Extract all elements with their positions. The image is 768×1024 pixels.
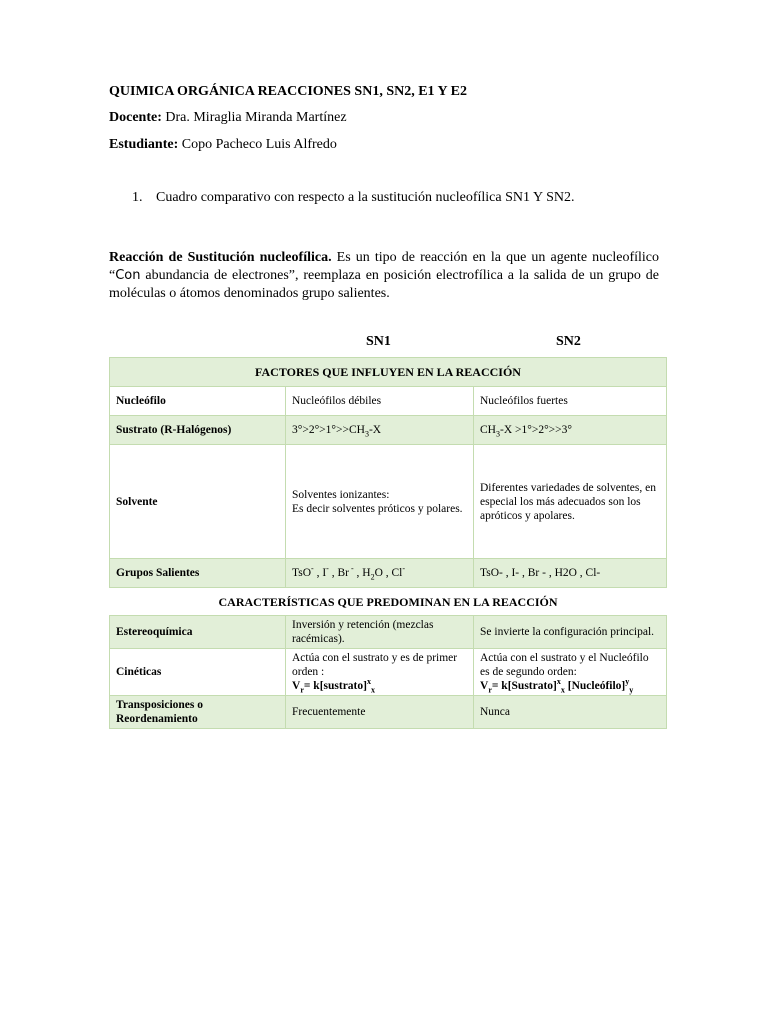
- cell-sn1: [286, 559, 474, 588]
- section-title: FACTORES QUE INFLUYEN EN LA REACCIÓN: [110, 358, 667, 387]
- superscript: -: [311, 564, 314, 574]
- rate-equation: [292, 679, 467, 693]
- table-row-transposiciones: [110, 696, 667, 729]
- cell-sn2: [474, 416, 667, 445]
- column-header-sn1: SN1: [366, 334, 391, 349]
- cell-sn1: [286, 649, 474, 696]
- column-header-sn2: SN2: [556, 334, 581, 349]
- table-row-cineticas: [110, 649, 667, 696]
- row-label: Nucleófilo: [110, 387, 286, 416]
- task-text: Cuadro comparativo con respecto a la sustitución nucleofílica SN1 Y SN2.: [156, 190, 575, 205]
- cell-sn2: [474, 649, 667, 696]
- task-item: [132, 190, 574, 206]
- estudiante-label: Estudiante:: [109, 137, 179, 152]
- superscript: x: [556, 677, 561, 687]
- eq-text: V: [480, 680, 489, 692]
- docente-label: Docente:: [109, 110, 162, 125]
- rate-equation: [480, 679, 660, 693]
- table-row-estereoquimica: [110, 616, 667, 649]
- row-label: Estereoquímica: [110, 616, 286, 649]
- section-header-factores: [110, 358, 667, 387]
- cell-sn2: TsO- , I- , Br - , H2O , Cl-: [474, 559, 667, 588]
- row-label: Solvente: [110, 445, 286, 559]
- section-header-caracteristicas: [110, 588, 667, 616]
- docente-line: [109, 110, 347, 126]
- cell-text: TsO: [292, 567, 312, 579]
- subscript: r: [300, 685, 304, 695]
- eq-text: V: [292, 680, 301, 692]
- table-row-solvente: [110, 445, 667, 559]
- estudiante-name: Copo Pacheco Luis Alfredo: [181, 137, 337, 152]
- eq-text: = k[sustrato]: [303, 680, 367, 692]
- cell-text: , I: [313, 567, 327, 579]
- cell-text: -X: [368, 424, 382, 436]
- cell-sn1: [286, 445, 474, 559]
- subscript: 3: [364, 429, 369, 439]
- cell-text: Solventes ionizantes:: [292, 488, 390, 501]
- cell-sn2: Nucleófilos fuertes: [474, 387, 667, 416]
- cell-sn1: Nucleófilos débiles: [286, 387, 474, 416]
- subscript: r: [488, 685, 492, 695]
- cell-sn2: Nunca: [474, 696, 667, 729]
- eq-text: [Nucleófilo]: [564, 680, 626, 692]
- table-row-nucleofilo: [110, 387, 667, 416]
- document-title: QUIMICA ORGÁNICA REACCIONES SN1, SN2, E1 Y E2: [109, 84, 467, 99]
- cell-text: CH: [480, 424, 496, 436]
- table-row-sustrato: [110, 416, 667, 445]
- superscript: y: [625, 677, 630, 687]
- cell-sn1: [286, 416, 474, 445]
- superscript: -: [348, 564, 354, 574]
- row-label: Transposiciones o Reordenamiento: [110, 696, 286, 729]
- cell-text: O , Cl: [374, 567, 403, 579]
- cell-sn2: Se invierte la configuración principal.: [474, 616, 667, 649]
- cell-sn2: Diferentes variedades de solventes, en especial los más adecuados son los apróticos y apolares.: [474, 445, 667, 559]
- cell-text: -X >1°>2°>>3°: [499, 424, 572, 436]
- cell-text: 3°>2°>1°>>CH: [292, 424, 365, 436]
- section-title: CARACTERÍSTICAS QUE PREDOMINAN EN LA REACCIÓN: [110, 588, 667, 616]
- cell-sn1: Inversión y retención (mezclas racémicas).: [286, 616, 474, 649]
- subscript: x: [560, 685, 565, 695]
- definition-text-1: Es un tipo de reacción en la que un agente nucleofílico “: [109, 250, 659, 283]
- superscript: -: [326, 564, 329, 574]
- row-label: Sustrato (R-Halógenos): [110, 416, 286, 445]
- task-number: 1.: [132, 190, 143, 205]
- estudiante-line: [109, 137, 337, 153]
- cell-text: Actúa con el sustrato y el Nucleófilo es de segundo orden:: [480, 652, 649, 678]
- definition-text-sans: Con: [115, 268, 141, 283]
- definition-text-2: abundancia de electrones”, reemplaza en posición electrofílica a la salida de un grupo de moléculas o átomos denominados grupo salientes.: [109, 268, 659, 301]
- cell-text: Es decir solventes próticos y polares.: [292, 502, 463, 515]
- cell-text: , Br: [328, 567, 349, 579]
- eq-text: = k[Sustrato]: [491, 680, 557, 692]
- definition-term: Reacción de Sustitución nucleofílica.: [109, 250, 332, 265]
- cell-text: , H: [353, 567, 371, 579]
- docente-name: Dra. Miraglia Miranda Martínez: [165, 110, 347, 125]
- row-label: Cinéticas: [110, 649, 286, 696]
- cell-sn1: Frecuentemente: [286, 696, 474, 729]
- subscript: y: [629, 685, 634, 695]
- row-label: Grupos Salientes: [110, 559, 286, 588]
- superscript: -: [402, 564, 406, 574]
- cell-text: Actúa con el sustrato y es de primer orden :: [292, 652, 458, 678]
- definition-paragraph: [109, 249, 659, 303]
- subscript: 3: [495, 429, 500, 439]
- table-row-grupos-salientes: [110, 559, 667, 588]
- subscript: 2: [370, 572, 375, 582]
- superscript: x: [366, 677, 371, 687]
- subscript: x: [370, 685, 375, 695]
- comparison-table: [109, 357, 667, 729]
